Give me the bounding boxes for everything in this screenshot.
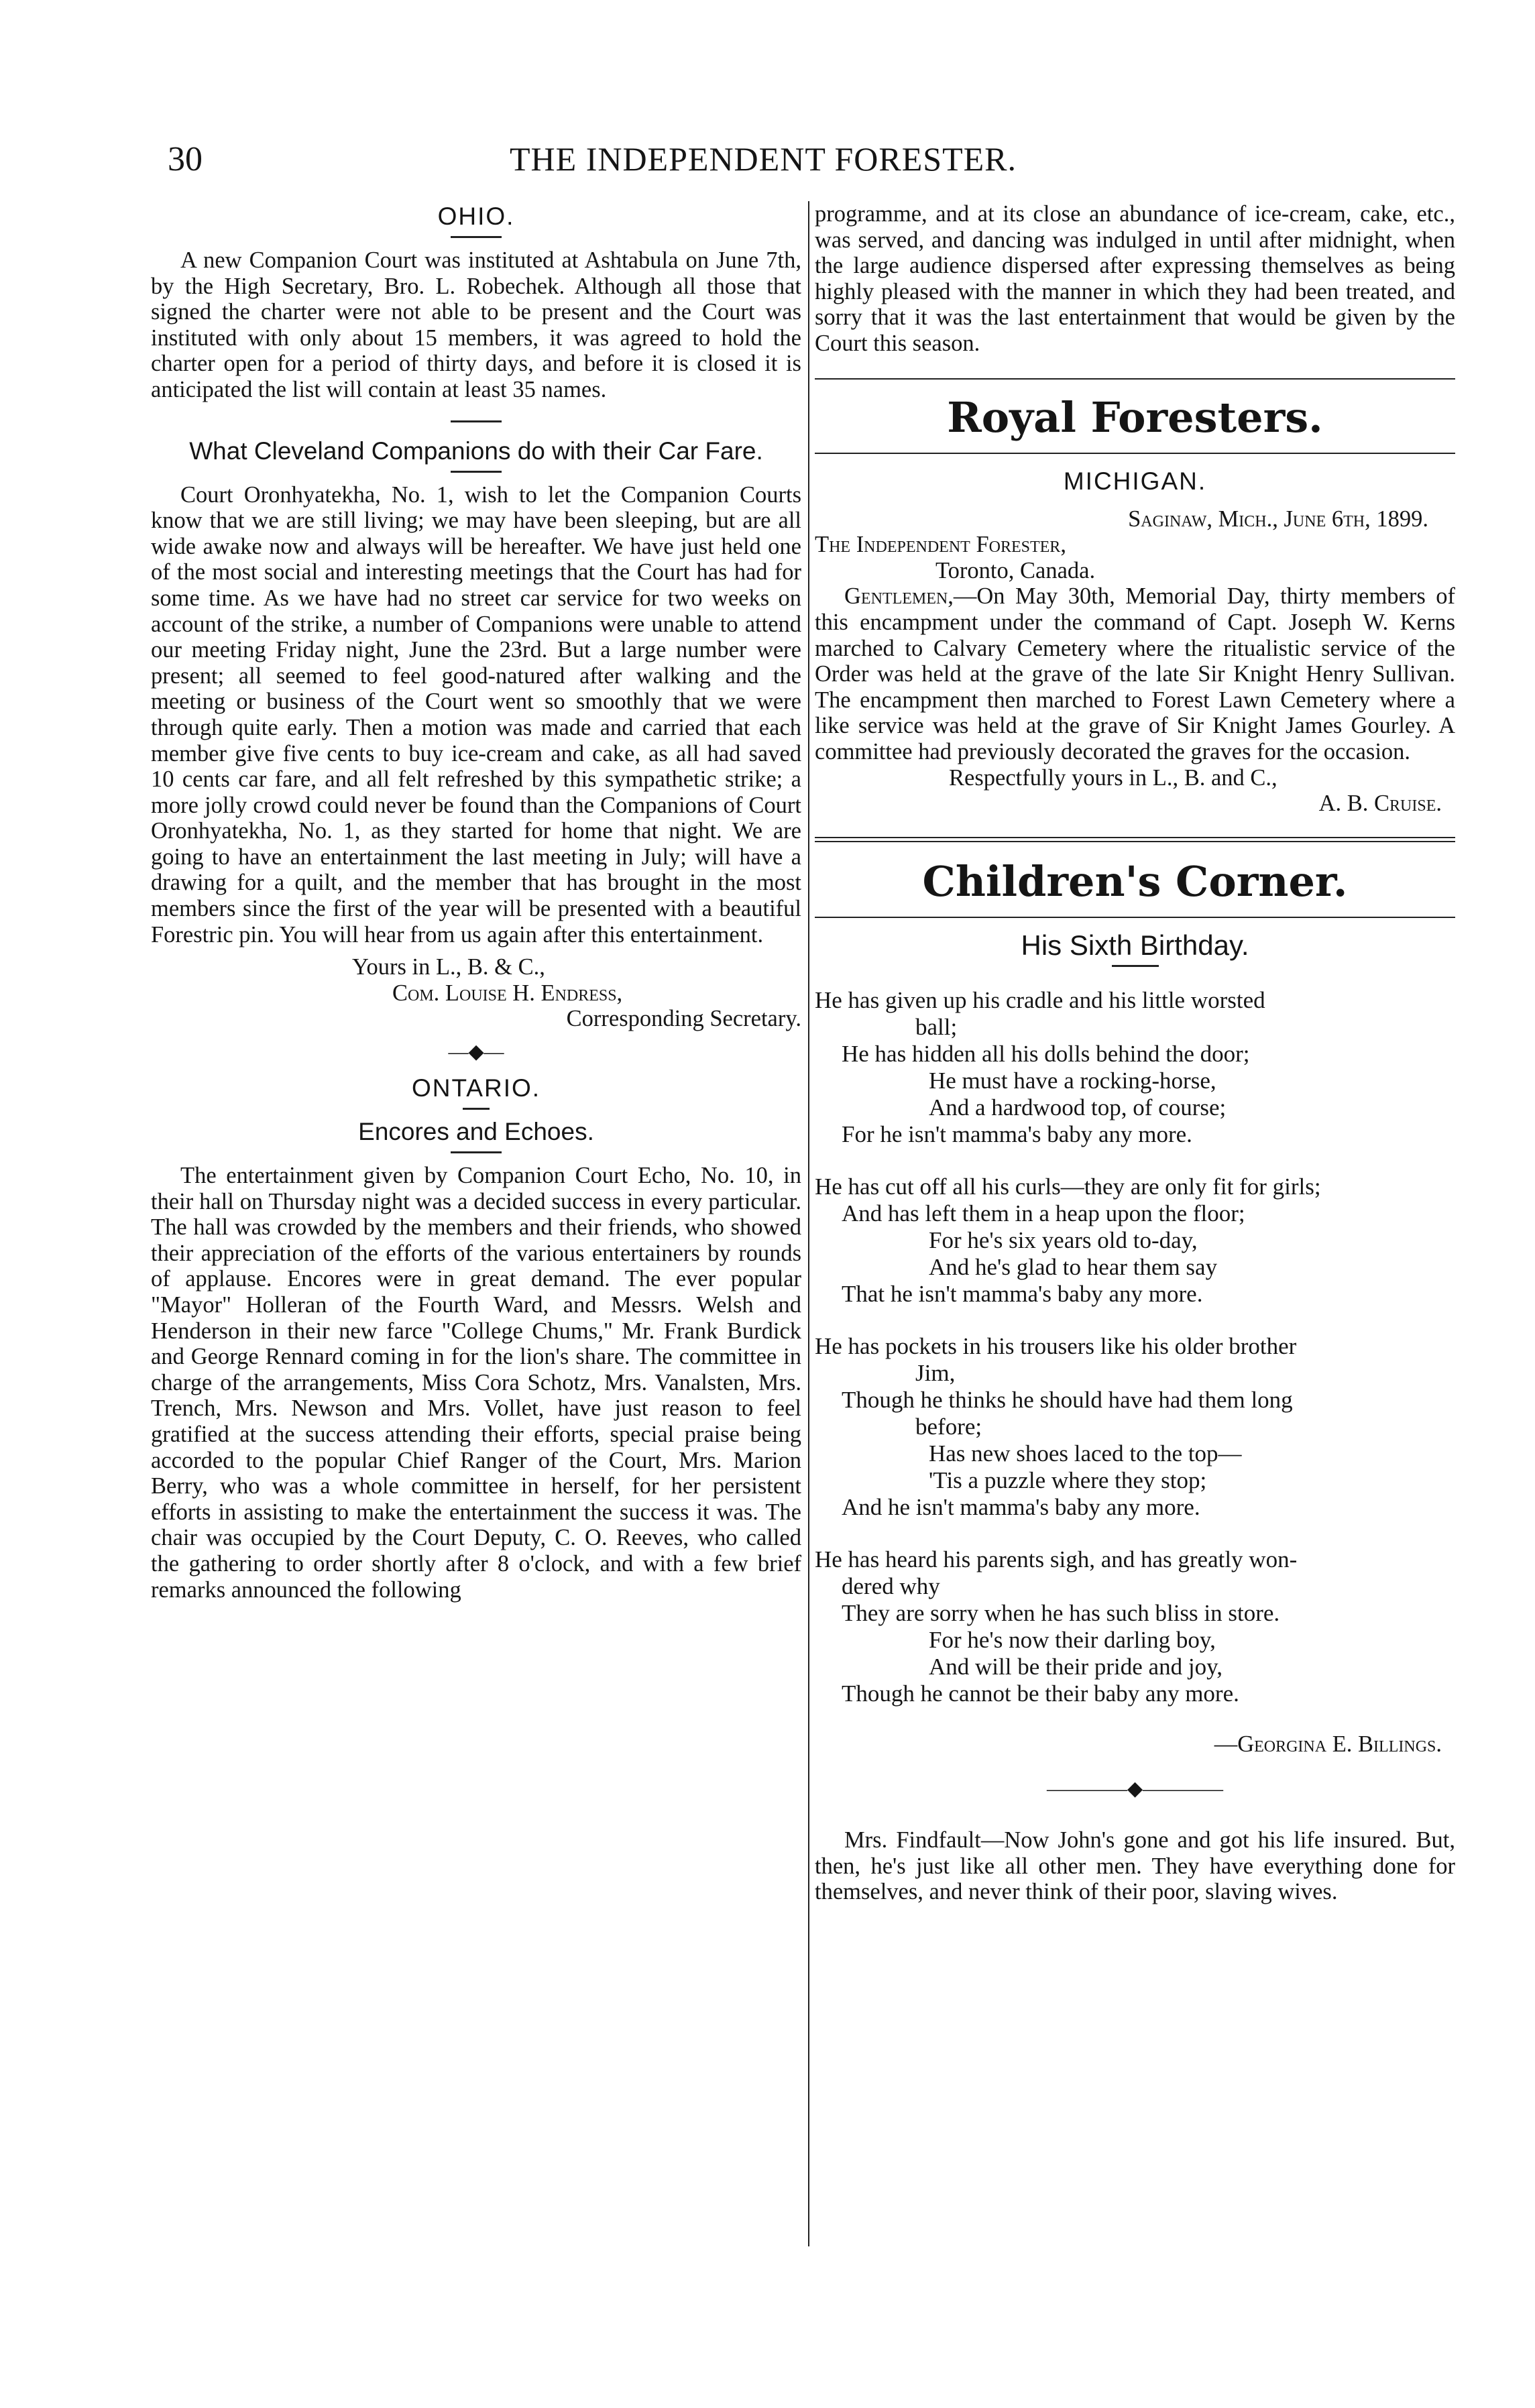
cleveland-article: Court Oronhyatekha, No. 1, wish to let the Companion Courts know that we are still living; we may have been sleeping, but are all wide awake now and always will be hereafter. We have just held one of the most social and interesting meetings that the Court has had for some time. As we have had no street car service for two weeks on account of the strike, a number of Companions were unable to attend our meeting Friday night, June the 23rd. But a large number were present; all seemed to feel good-natured after walking and the meeting or business of the Court went so smoothly that we were through quite early. Then a motion was made and carried that each member give five cents to buy ice-cream and cake, as all had saved 10 cents car fare, and all felt refreshed by this sympathetic strike; a more jolly crowd could never be found than the Companions of Court Oronhyatekha, No. 1, as they started for home that night. We are going to have an entertainment the last meeting in July; will have a drawing for a quilt, and the member that has brought in the most members since the first of the year will be presented with a beautiful Forestric pin. You will hear from us again after this entertainment. xyxy=(151,481,801,948)
poem-line: He has cut off all his curls—they are only fit for girls; xyxy=(815,1173,1321,1200)
letter-closing: Respectfully yours in L., B. and C., xyxy=(949,764,1277,791)
letter-address: Toronto, Canada. xyxy=(935,557,1096,583)
poem-line: Though he thinks he should have had them long xyxy=(842,1386,1293,1413)
poem-stanza xyxy=(815,987,1455,1148)
ontario-subtitle-dash xyxy=(451,1151,502,1153)
poem-line: He has hidden all his dolls behind the door; xyxy=(842,1040,1250,1067)
poem-line: For he isn't mamma's baby any more. xyxy=(842,1121,1192,1147)
poem-line: Jim, xyxy=(915,1359,956,1386)
ornament-divider-2: ————◆———— xyxy=(1046,1778,1224,1800)
left-column xyxy=(151,201,801,1603)
ontario-title-dash xyxy=(463,1108,490,1110)
poem-line: For he's six years old to-day, xyxy=(929,1226,1198,1253)
poem-stanza xyxy=(815,1546,1455,1707)
ontario-subtitle: Encores and Echoes. xyxy=(358,1118,594,1146)
royal-foresters-heading: Royal Foresters. xyxy=(947,392,1323,442)
poem-line: And he isn't mamma's baby any more. xyxy=(842,1493,1200,1520)
poem-title-dash xyxy=(1112,965,1159,967)
section-double-rule xyxy=(815,837,1455,842)
poem-line: before; xyxy=(915,1413,982,1440)
cleveland-signer-title: Corresponding Secretary. xyxy=(566,1006,801,1032)
childrens-corner-heading: Children's Corner. xyxy=(922,856,1348,906)
column-divider xyxy=(808,201,809,2246)
letter-signer: A. B. Cruise. xyxy=(1318,791,1442,817)
ohio-title: OHIO. xyxy=(437,203,515,230)
poem-stanza xyxy=(815,1173,1455,1308)
poem-line: Has new shoes laced to the top— xyxy=(929,1440,1242,1467)
poem-line: They are sorry when he has such bliss in store. xyxy=(842,1599,1280,1626)
joke-text: Mrs. Findfault—Now John's gone and got his life insured. But, then, he's just like all other men. They have everything done for themselves, and never think of their poor, slaving wives. xyxy=(815,1827,1455,1905)
ohio-article: A new Companion Court was instituted at Ashtabula on June 7th, by the High Secretary, Bro. L. Robechek. Although all those that signed the charter were not able to be present and the Court was instituted with only about 15 members, it was agreed to hold the charter open for a period of thirty days, and before it is closed it is anticipated the list will contain at least 35 names. xyxy=(151,247,801,402)
ontario-title: ONTARIO. xyxy=(411,1074,541,1102)
poem-line: And he's glad to hear them say xyxy=(929,1253,1218,1280)
ontario-continuation: programme, and at its close an abundance of ice-cream, cake, etc., was served, and dancing was indulged in until after midnight, when the large audience dispersed after expressing themselves as being highly pleased with the manner in which they had been treated, and sorry that it was the last entertainment that would be given by the Court this season. xyxy=(815,201,1455,356)
poem-stanza xyxy=(815,1333,1455,1521)
heading-rule-2 xyxy=(815,917,1455,918)
letter-dateline: Saginaw, Mich., June 6th, 1899. xyxy=(1128,506,1428,532)
cleveland-title-dash xyxy=(451,471,502,473)
ohio-title-dash xyxy=(451,236,502,238)
poem-line: For he's now their darling boy, xyxy=(929,1626,1216,1653)
cleveland-title: What Cleveland Companions do with their Car Fare. xyxy=(189,437,763,465)
poem-line: 'Tis a puzzle where they stop; xyxy=(929,1467,1207,1493)
poem-line: ball; xyxy=(915,1013,958,1040)
right-column xyxy=(815,201,1455,1905)
poem-line: He must have a rocking-horse, xyxy=(929,1067,1216,1094)
poem-line: And will be their pride and joy, xyxy=(929,1653,1223,1680)
section-rule xyxy=(815,378,1455,380)
section-separator xyxy=(451,420,502,422)
cleveland-signer: Com. Louise H. Endress, xyxy=(392,980,623,1006)
poem-line: He has heard his parents sigh, and has greatly won- xyxy=(815,1546,1298,1572)
letter-body xyxy=(815,583,1455,764)
letter-addressee: The Independent Forester, xyxy=(815,532,1066,558)
letter-salutation: Gentlemen, xyxy=(844,583,954,610)
poem-title: His Sixth Birthday. xyxy=(1021,929,1249,961)
poem-line: He has pockets in his trousers like his older brother xyxy=(815,1332,1297,1359)
poem-line: That he isn't mamma's baby any more. xyxy=(842,1280,1203,1307)
poem-author: —Georgina E. Billings. xyxy=(1214,1731,1442,1757)
ontario-article: The entertainment given by Companion Court Echo, No. 10, in their hall on Thursday night was a decided success in every particular. The hall was crowded by the members and their friends, who showed their appreciation of the efforts of the various entertainers by rounds of applause. Encores were in great demand. The ever popular "Mayor" Holleran of the Fourth Ward, and Messrs. Welsh and Henderson in their new farce "College Chums," Mr. Frank Burdick and George Rennard coming in for the lion's share. The committee in charge of the arrangements, Miss Cora Schotz, Mrs. Vanalsten, Mrs. Trench, Mrs. Newson and Mrs. Vollet, have just reason to feel gratified at the success attending their efforts, special praise being accorded to the popular Chief Ranger of the Court, Mrs. Marion Berry, who was a whole committee in herself, for her persistent efforts in assisting to make the entertainment the success it was. The chair was occupied by the Court Deputy, C. O. Reeves, who called the gathering to order shortly after 8 o'clock, and with a few brief remarks announced the following xyxy=(151,1163,801,1603)
poem-line: And a hardwood top, of course; xyxy=(929,1094,1227,1121)
poem-line: Though he cannot be their baby any more. xyxy=(842,1680,1239,1707)
poem-line: And has left them in a heap upon the floor; xyxy=(842,1200,1245,1226)
poem-line: dered why xyxy=(842,1572,940,1599)
cleveland-closing: Yours in L., B. & C., xyxy=(352,954,545,980)
poem-line: He has given up his cradle and his little worsted xyxy=(815,986,1265,1013)
ornament-divider: —◆— xyxy=(448,1041,504,1064)
page-number: 30 xyxy=(168,140,203,178)
letter-text: —On May 30th, Memorial Day, thirty members of this encampment under the command of Capt. Joseph W. Kerns marched to Calvary Cemetery where the ritualistic service of the Order was held at the grave of the late Sir Knight Henry Sullivan. The encampment then marched to Forest Lawn Cemetery where a like service was held at the grave of Sir Knight James Gourley. A committee had previously decorated the graves for the occasion. xyxy=(815,583,1455,764)
michigan-title: MICHIGAN. xyxy=(1063,467,1207,495)
publication-title: THE INDEPENDENT FORESTER. xyxy=(510,140,1017,178)
heading-rule xyxy=(815,453,1455,454)
